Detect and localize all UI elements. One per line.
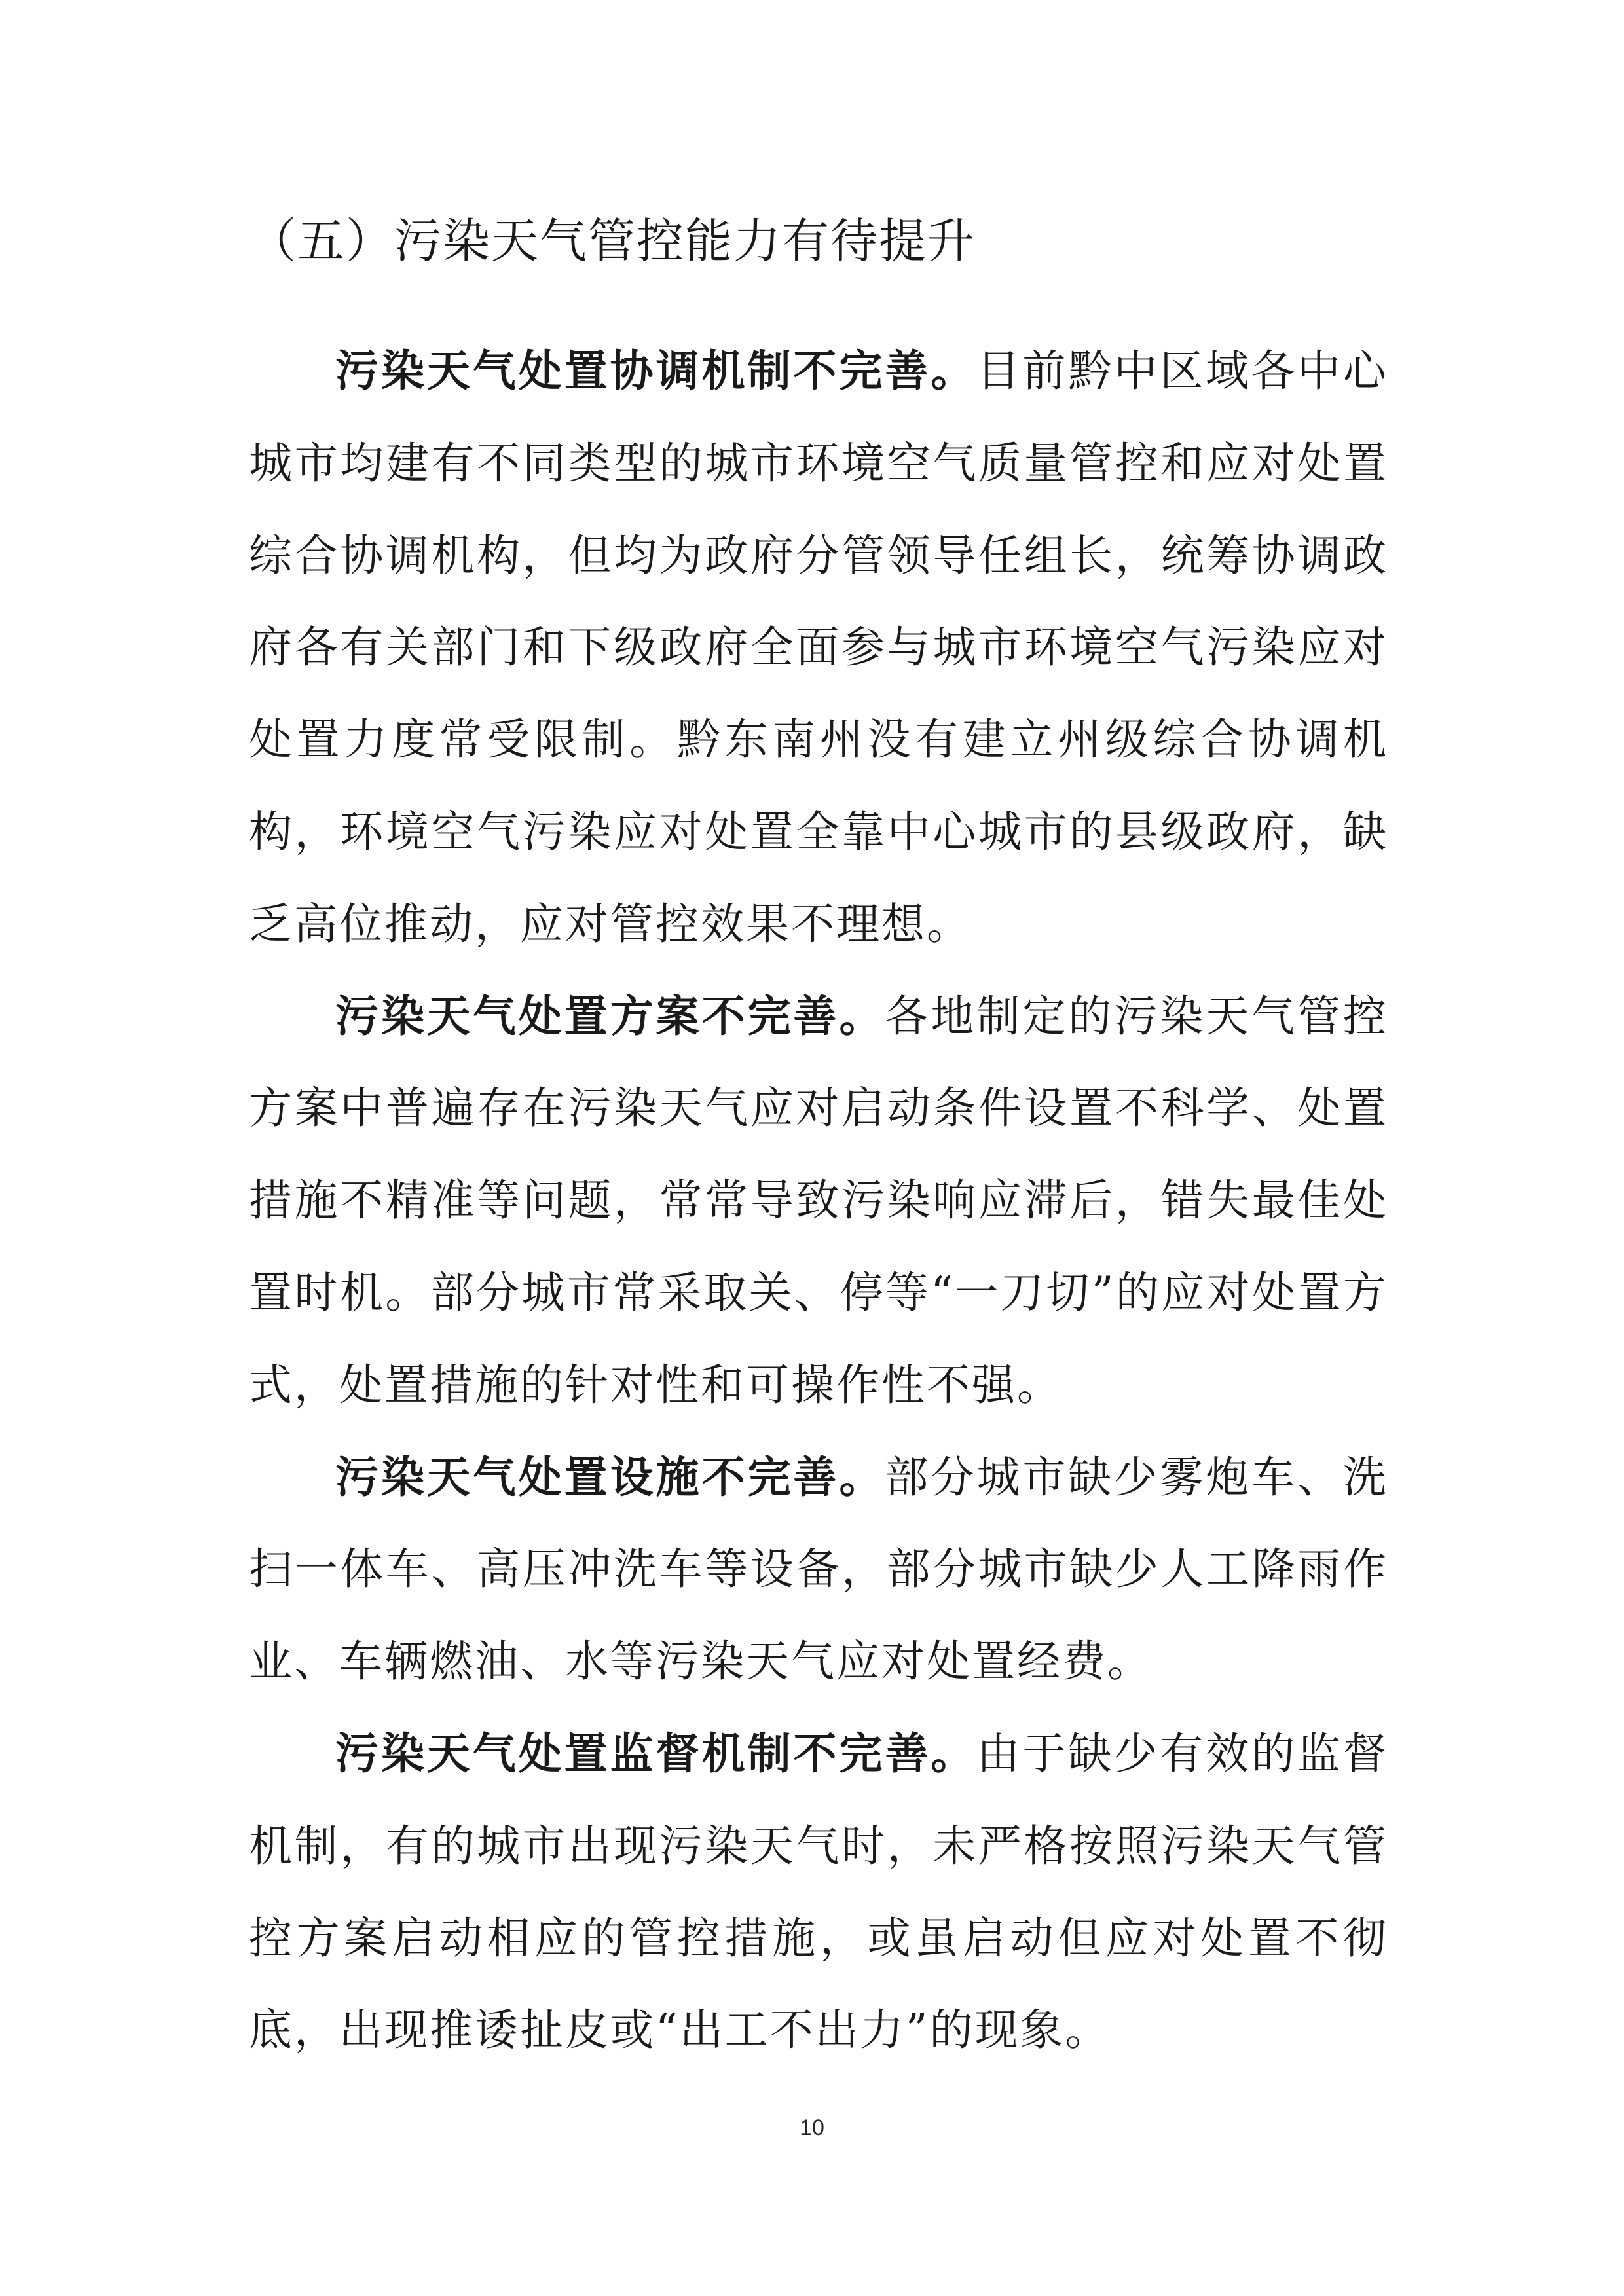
section-heading: （五）污染天气管控能力有待提升	[249, 213, 976, 268]
paragraph-body: 部分城市缺少雾炮车、洗扫一体车、高压冲洗车等设备，部分城市缺少人工降雨作业、车辆燃油、水等污染天气应对处置经费。	[249, 1451, 1389, 1687]
paragraph-supervision-mechanism	[249, 1708, 1388, 2077]
paragraph-lead: 污染天气处置方案不完善。	[335, 991, 885, 1042]
paragraph-coordination-mechanism	[249, 325, 1388, 971]
paragraph-body: 各地制定的污染天气管控方案中普遍存在污染天气应对启动条件设置不科学、处置措施不精准等问题，常常导致污染响应滞后，错失最佳处置时机。部分城市常采取关、停等“一刀切”的应对处置方式，处置措施的针对性和可操作性不强。	[249, 991, 1389, 1410]
paragraph-lead: 污染天气处置监督机制不完善。	[335, 1728, 977, 1779]
paragraph-response-plan	[249, 971, 1388, 1432]
paragraph-body: 由于缺少有效的监督机制，有的城市出现污染天气时，未严格按照污染天气管控方案启动相应的管控措施，或虽启动但应对处置不彻底，出现推诿扯皮或“出工不出力”的现象。	[249, 1728, 1389, 2056]
page-number: 10	[800, 2115, 824, 2140]
body-text	[249, 325, 1388, 2077]
paragraph-body: 目前黔中区域各中心城市均建有不同类型的城市环境空气质量管控和应对处置综合协调机构，但均为政府分管领导任组长，统筹协调政府各有关部门和下级政府全面参与城市环境空气污染应对处置力度常受限制。黔东南州没有建立州级综合协调机构，环境空气污染应对处置全靠中心城市的县级政府，缺乏高位推动，应对管控效果不理想。	[249, 346, 1389, 949]
paragraph-lead: 污染天气处置协调机制不完善。	[335, 346, 977, 396]
paragraph-facilities	[249, 1432, 1388, 1708]
paragraph-lead: 污染天气处置设施不完善。	[335, 1451, 885, 1503]
